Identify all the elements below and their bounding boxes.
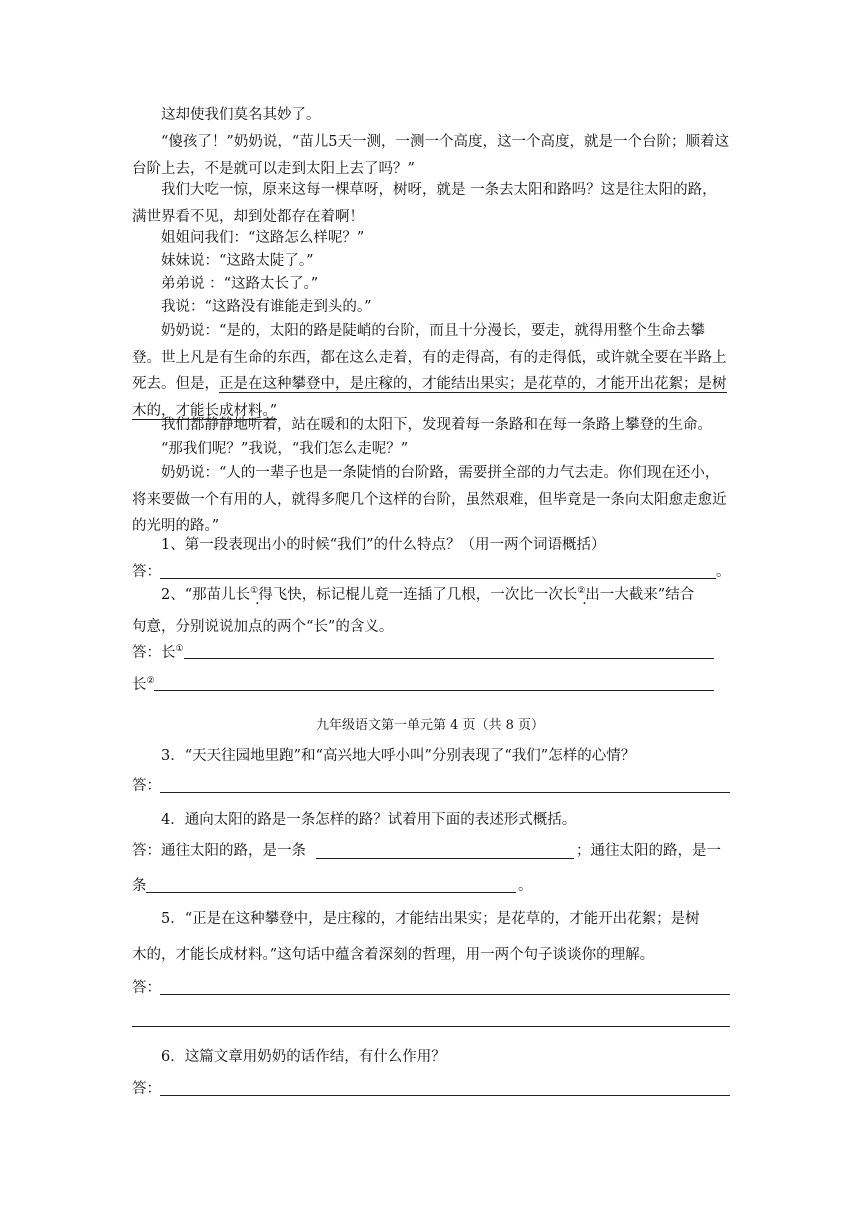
question-5-line-2: 木的，才能长成材料。”这句话中蕴含着深刻的哲理，用一两个句子谈谈你的理解。 [132,947,655,963]
q2-answer-line-2[interactable] [154,690,714,691]
paragraph-8-text: 奶奶说：“是的，太阳的路是陡峭的台阶，而且十分漫长，要走，就得用整个生命去攀登。世上凡是有生命的东西，都在这么走着，有的走得高，有的走得低，或许就全要在半路上死去。但是， [132,323,727,392]
underlined-sentence: 正是在这种攀登中，是庄稼的，才能结出果实；是花草的，才能开出花絮；是树木的，才能长成材料。” [132,376,727,419]
passage-paragraph-8 [132,318,730,424]
q2-answer-2 [132,675,155,695]
passage-paragraph-4: 姐姐问我们：“这路怎么样呢？” [161,230,365,246]
q4-answer-text-c: 条 [132,878,147,894]
question-3: 3．“天天往园地里跑”和“高兴地大呼小叫”分别表现了“我们”怎样的心情？ [161,748,636,764]
q5-answer-label: 答： [132,980,161,996]
q2-sup-2: ② [577,586,586,597]
q2-sup-1: ① [250,586,259,597]
passage-paragraph-11: 奶奶说：“人的一辈子也是一条陡悄的台阶路，需要拼全部的力气去走。你们现在还小，将来要做一个有用的人，就得多爬几个这样的台阶，虽然艰难，但毕竟是一条向太阳愈走愈近的光明的路。” [132,465,727,534]
q2-answer-2-label: 长 [132,677,147,693]
q3-answer-line[interactable] [160,792,730,793]
q4-answer-text-a: 答：通往太阳的路，是一条 [132,843,306,859]
passage-paragraph-6: 弟弟说 ：“这路太长了。” [161,276,319,292]
passage-paragraph-5: 妹妹说：“这路太陡了。” [161,253,314,269]
passage-paragraph-2: “傻孩了！”奶奶说，“苗儿5天一测，一测一个高度，这一个高度，就是一个台阶；顺着这台阶上去，不是就可以走到太阳上去了吗？” [132,134,729,177]
passage-paragraph-3: 我们大吃一惊，原来这每一棵草呀，树呀，就是 一条去太阳和路吗？这是往太阳的路，满世界看不见，却到处都存在着啊！ [132,182,717,225]
question-1: 1、第一段表现出小的时候“我们”的什么特点？（用一两个词语概括） [161,537,606,553]
q1-answer-line[interactable] [160,578,716,579]
passage-paragraph-9: 我们都静静地听着，站在暖和的太阳下，发现着每一条路和在每一条路上攀登的生命。 [161,417,712,433]
q2-answer-1 [132,643,184,663]
q2-dotted-chang-2: 长 [562,587,578,603]
q4-answer-blank-2[interactable] [146,892,516,893]
question-2-line-2: 句意，分别说说加点的两个“长”的含义。 [132,619,394,635]
q2-text-c: 出一大截来”结合 [585,587,695,603]
question-2 [132,582,730,609]
passage-paragraph-1: 这却使我们莫名其妙了。 [161,107,321,123]
q2-text-a: 2、“那苗儿 [161,587,236,603]
passage-paragraph-10: “那我们呢？”我说，“我们怎么走呢？” [161,441,409,457]
question-6: 6．这篇文章用奶奶的话作结，有什么作用？ [161,1049,446,1065]
q2-text-b: 得飞快，标记棍儿竟一连插了几根，一次比一次 [258,587,563,603]
question-4: 4．通向太阳的路是一条怎样的路？试着用下面的表述形式概括。 [161,812,577,828]
q5-answer-line-1[interactable] [160,994,730,995]
q2-answer-1-label: 答：长 [132,645,176,661]
q4-answer-text-b: ；通往太阳的路，是一 [576,843,721,859]
q6-answer-label: 答： [132,1081,161,1097]
question-5-line-1: 5．“正是在这种攀登中，是庄稼的，才能结出果实；是花草的，才能开出花絮；是树 [161,911,700,927]
q4-period: 。 [518,878,533,894]
q5-answer-line-2[interactable] [132,1026,730,1027]
q2-dotted-chang-1: 长 [235,587,251,603]
passage-paragraph-7: 我说：“这路没有谁能走到头的。” [161,299,372,315]
q1-answer-label: 答： [132,564,161,580]
q2-answer-2-sup: ② [146,676,155,687]
q2-answer-line-1[interactable] [184,658,714,659]
page-footer: 九年级语文第一单元第 4 页（共 8 页） [315,718,545,733]
q2-answer-1-sup: ① [175,644,184,655]
q4-answer-blank-1[interactable] [316,858,574,859]
q6-answer-line[interactable] [160,1095,730,1096]
q3-answer-label: 答： [132,778,161,794]
q1-period: 。 [716,564,731,580]
